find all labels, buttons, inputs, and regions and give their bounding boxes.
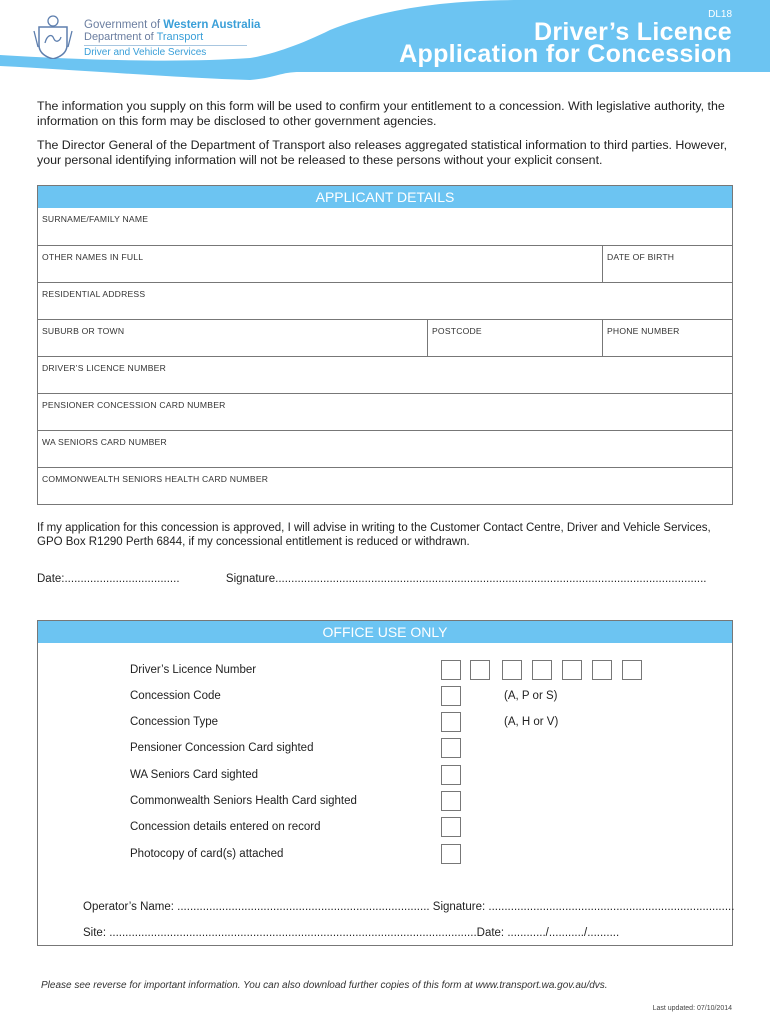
applicant-details-heading: APPLICANT DETAILS	[38, 186, 732, 208]
wa-seniors-sighted-label: WA Seniors Card sighted	[130, 769, 259, 781]
page-header	[0, 0, 770, 80]
wa-seniors-sighted-checkbox[interactable]	[441, 765, 461, 785]
commonwealth-seniors-card-label: COMMONWEALTH SENIORS HEALTH CARD NUMBER	[42, 474, 269, 484]
department-name: Department of Transport	[84, 31, 204, 43]
pensioner-card-label: PENSIONER CONCESSION CARD NUMBER	[42, 400, 226, 410]
suburb-label: SUBURB OR TOWN	[42, 326, 125, 336]
residential-address-field[interactable]	[38, 282, 732, 319]
postcode-label: POSTCODE	[432, 326, 482, 336]
licence-digit-box-6[interactable]	[592, 660, 612, 680]
phone-number-field[interactable]	[602, 320, 732, 356]
pensioner-sighted-label: Pensioner Concession Card sighted	[130, 742, 314, 754]
footer-note: Please see reverse for important information. You can also download further copies of this form at www.transport.wa.gov.au/dvs.	[41, 980, 608, 991]
licence-digit-box-7[interactable]	[622, 660, 642, 680]
details-entered-label: Concession details entered on record	[130, 821, 321, 833]
postcode-field[interactable]	[427, 320, 602, 356]
form-title-line1: Driver’s Licence	[534, 18, 732, 46]
wa-seniors-card-label: WA SENIORS CARD NUMBER	[42, 437, 167, 447]
office-use-table	[37, 620, 733, 946]
concession-code-label: Concession Code	[130, 690, 221, 702]
office-licence-number-label: Driver’s Licence Number	[130, 664, 257, 676]
division-name: Driver and Vehicle Services	[84, 47, 207, 58]
surname-label: SURNAME/FAMILY NAME	[42, 214, 149, 224]
last-updated: Last updated: 07/10/2014	[652, 1005, 732, 1012]
logo-divider	[84, 45, 247, 46]
pensioner-sighted-checkbox[interactable]	[441, 738, 461, 758]
wa-crest-icon	[32, 13, 74, 59]
site-date-line[interactable]: Site: ...................................................................................................................Date: ............/.........../..........	[83, 927, 620, 939]
date-field[interactable]: Date:....................................	[37, 573, 180, 585]
other-names-label: OTHER NAMES IN FULL	[42, 252, 144, 262]
details-entered-checkbox[interactable]	[441, 817, 461, 837]
signature-field[interactable]: Signature.......................................................................................................................................	[225, 573, 707, 585]
wa-seniors-card-field[interactable]	[38, 430, 732, 467]
date-of-birth-field[interactable]	[602, 246, 732, 282]
suburb-field[interactable]	[38, 320, 427, 356]
form-title-line2: Application for Concession	[399, 40, 732, 68]
operator-name-signature-line[interactable]: Operator’s Name: ............................................................................... Signature: .............................................................................	[83, 901, 735, 913]
concession-type-hint: (A, H or V)	[504, 716, 559, 728]
commonwealth-seniors-card-field[interactable]	[38, 467, 732, 504]
other-names-field[interactable]	[38, 246, 602, 282]
pensioner-card-field[interactable]	[38, 393, 732, 430]
privacy-paragraph-1: The information you supply on this form will be used to confirm your entitlement to a concession. With legislative authority, the information on this form may be disclosed to other government agencies.	[37, 99, 725, 128]
concession-type-label: Concession Type	[130, 716, 219, 728]
surname-field[interactable]	[38, 208, 732, 245]
licence-digit-box-4[interactable]	[532, 660, 552, 680]
licence-digit-box-5[interactable]	[562, 660, 582, 680]
concession-code-box[interactable]	[441, 686, 461, 706]
form-code: DL18	[708, 9, 732, 20]
photocopy-attached-checkbox[interactable]	[441, 844, 461, 864]
suburb-row	[38, 319, 732, 356]
government-name: Government of Western Australia	[84, 19, 261, 31]
concession-code-hint: (A, P or S)	[504, 690, 558, 702]
cw-seniors-sighted-label: Commonwealth Seniors Health Card sighted	[130, 795, 357, 807]
phone-number-label: PHONE NUMBER	[607, 326, 680, 336]
other-names-row	[38, 245, 732, 282]
photocopy-attached-label: Photocopy of card(s) attached	[130, 848, 284, 860]
date-of-birth-label: DATE OF BIRTH	[607, 252, 675, 262]
cw-seniors-sighted-checkbox[interactable]	[441, 791, 461, 811]
licence-digit-box-1[interactable]	[441, 660, 461, 680]
licence-number-field[interactable]	[38, 356, 732, 393]
licence-digit-box-3[interactable]	[502, 660, 522, 680]
concession-type-box[interactable]	[441, 712, 461, 732]
declaration-text: If my application for this concession is approved, I will advise in writing to the Customer Contact Centre, Driver and Vehicle Services, GPO Box R1290 Perth 6844, if my concessional entitlement is reduced or withdrawn.	[37, 522, 711, 548]
privacy-paragraph-2: The Director General of the Department of Transport also releases aggregated statistical information to third parties. However, your personal identifying information will not be released to these persons without your explicit consent.	[37, 138, 728, 167]
applicant-details-table	[37, 185, 733, 505]
residential-address-label: RESIDENTIAL ADDRESS	[42, 289, 146, 299]
office-use-heading: OFFICE USE ONLY	[38, 621, 732, 643]
date-signature-line	[37, 573, 707, 585]
licence-digit-box-2[interactable]	[470, 660, 490, 680]
licence-number-label: DRIVER’S LICENCE NUMBER	[42, 363, 166, 373]
